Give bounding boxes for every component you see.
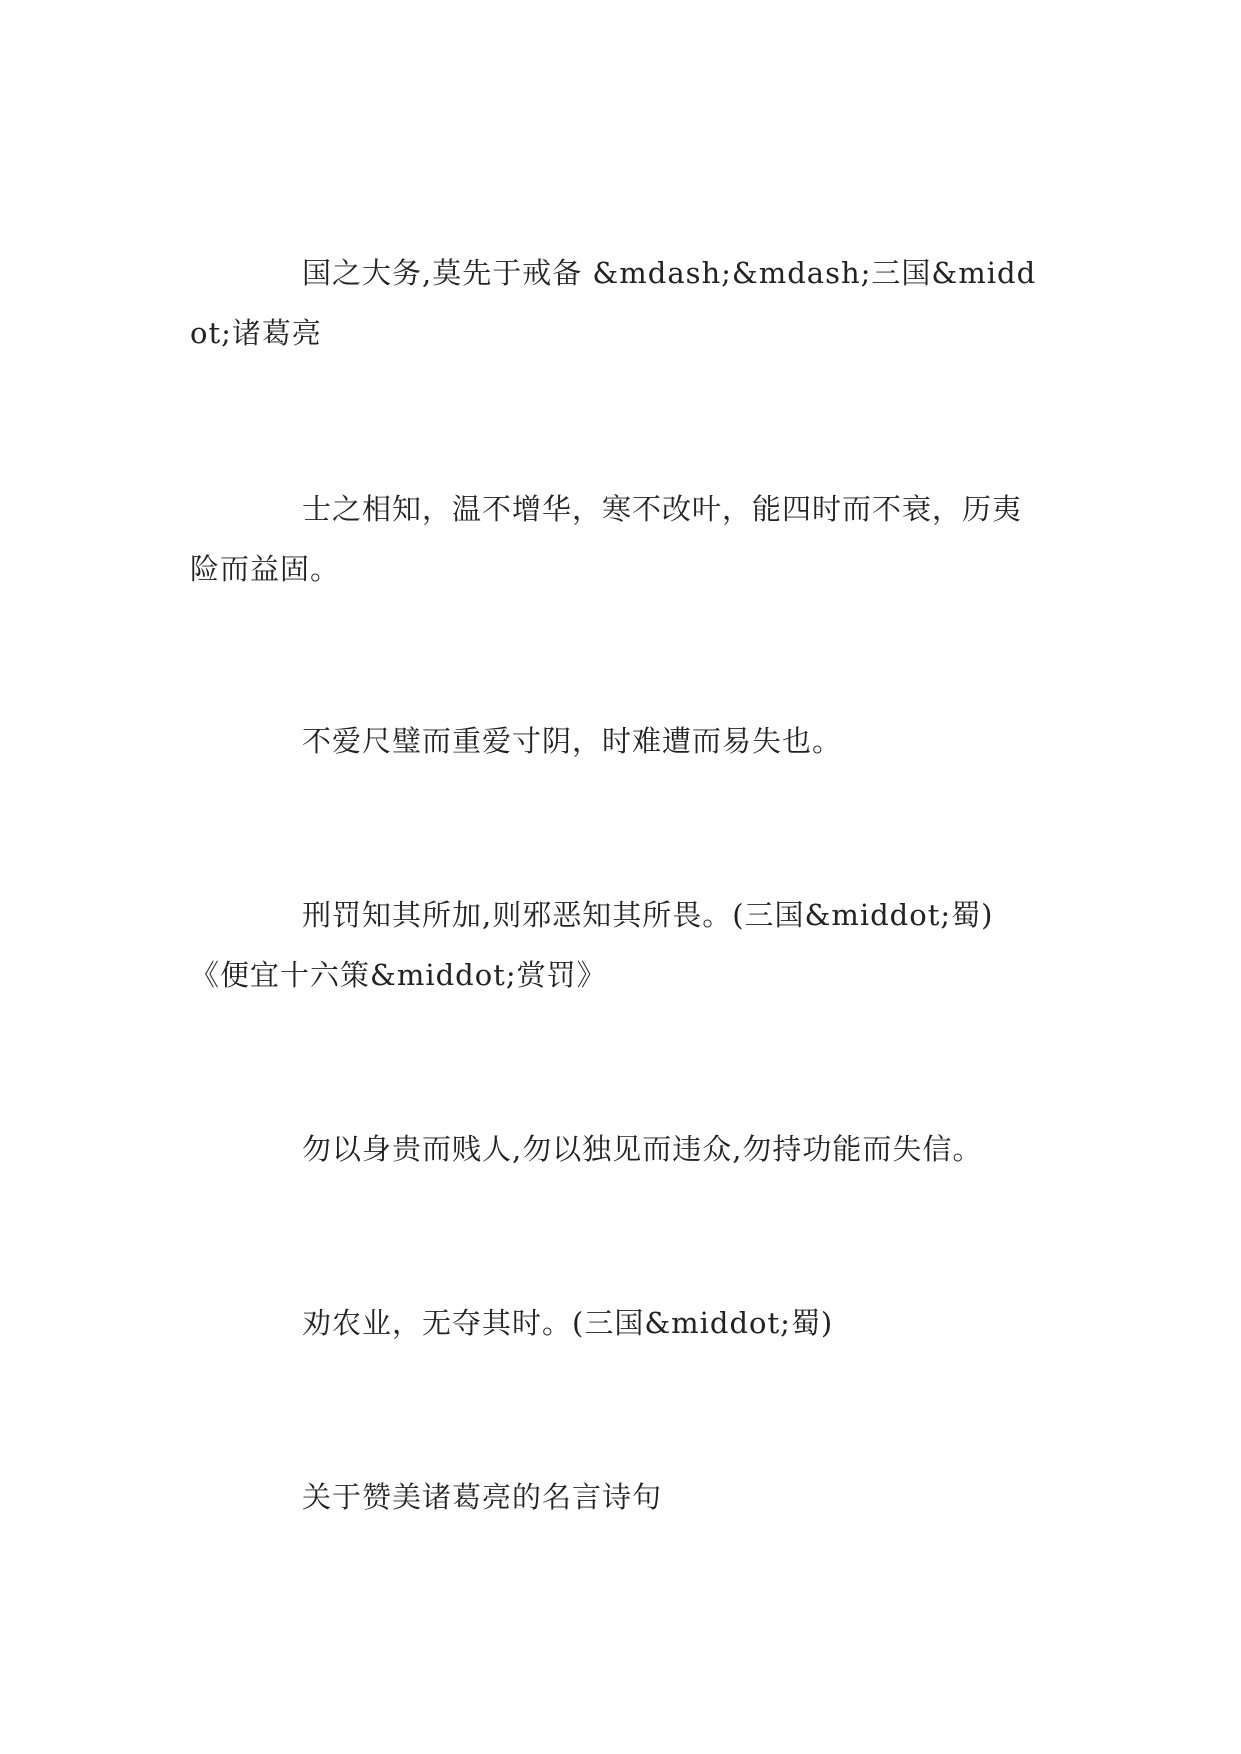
paragraph-quote-defense: 国之大务,莫先于戒备 &mdash;&mdash;三国&middot;诸葛亮: [190, 256, 1037, 350]
section-heading: 关于赞美诸葛亮的名言诗句: [302, 1480, 663, 1514]
paragraph-quote-time: 不爱尺璧而重爱寸阴，时难遭而易失也。: [302, 724, 843, 758]
paragraph-quote-humility: 勿以身贵而贱人,勿以独见而违众,勿持功能而失信。: [302, 1132, 983, 1166]
paragraph-quote-punishment: 刑罚知其所加,则邪恶知其所畏。(三国&middot;蜀)《便宜十六策&middot;赏罚》: [190, 898, 994, 992]
paragraph-quote-friendship: 士之相知，温不增华，寒不改叶，能四时而不衰，历夷险而益固。: [190, 492, 1023, 586]
paragraph-quote-agriculture: 劝农业，无夺其时。(三国&middot;蜀): [302, 1306, 834, 1340]
